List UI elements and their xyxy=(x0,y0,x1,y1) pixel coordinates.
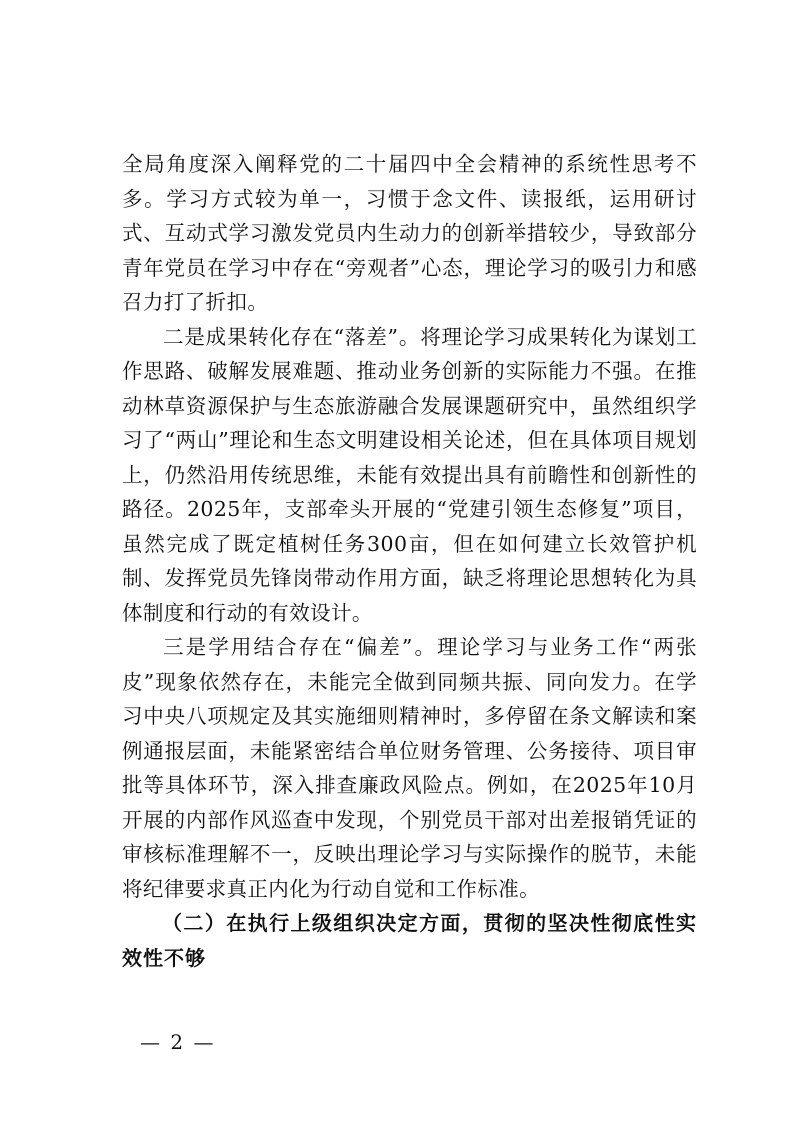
paragraph-achievement-transformation: 二是成果转化存在“落差”。将理论学习成果转化为谋划工作思路、破解发展难题、推动业务创新的实际能力不强。在推动林草资源保护与生态旅游融合发展课题研究中，虽然组织学习了“两山”理论和生态文明建设相关论述，但在具体项目规划上，仍然沿用传统思维，未能有效提出具有前瞻性和创新性的路径。2025年，支部牵头开展的“党建引领生态修复”项目，虽然完成了既定植树任务300亩，但在如何建立长效管护机制、发挥党员先锋岗带动作用方面，缺乏将理论思想转化为具体制度和行动的有效设计。 xyxy=(122,324,697,625)
section-heading: （二）在执行上级组织决定方面，贯彻的坚决性彻底性实效性不够 xyxy=(122,911,697,970)
paragraph-continuation: 全局角度深入阐释党的二十届四中全会精神的系统性思考不多。学习方式较为单一，习惯于念文件、读报纸，运用研讨式、互动式学习激发党员内生动力的创新举措较少，导致部分青年党员在学习中存在“旁观者”心态，理论学习的吸引力和感召力打了折扣。 xyxy=(122,152,697,314)
paragraph-learning-application: 三是学用结合存在“偏差”。理论学习与业务工作“两张皮”现象依然存在，未能完全做到同频共振、同向发力。在学习中央八项规定及其实施细则精神时，多停留在条文解读和案例通报层面，未能紧密结合单位财务管理、公务接待、项目审批等具体环节，深入排查廉政风险点。例如，在2025年10月开展的内部作风巡查中发现，个别党员干部对出差报销凭证的审核标准理解不一，反映出理论学习与实际操作的脱节，未能将纪律要求真正内化为行动自觉和工作标准。 xyxy=(122,635,697,901)
body-text xyxy=(122,147,697,975)
page-number: — 2 — xyxy=(140,1030,216,1054)
